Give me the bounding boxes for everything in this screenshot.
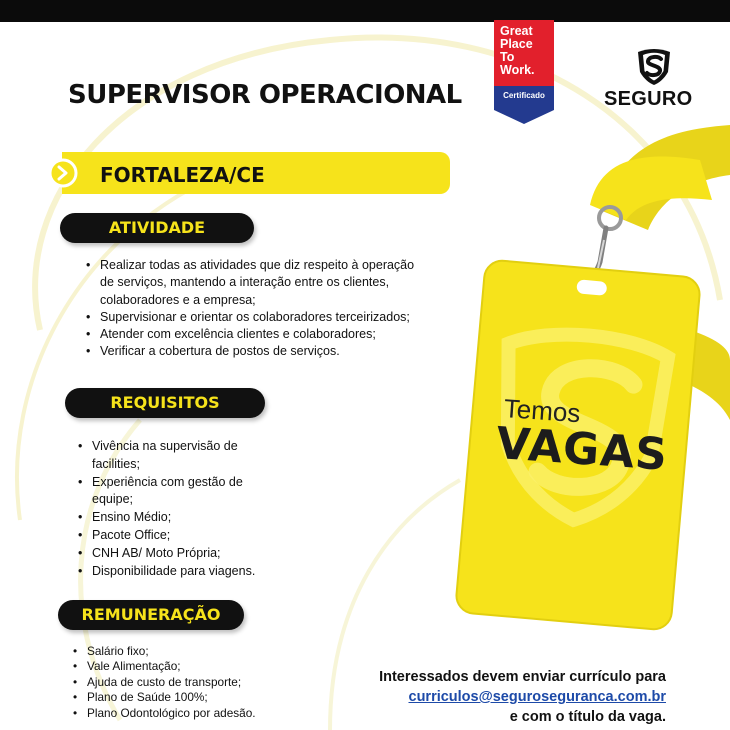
list-item: • Salário fixo; <box>73 644 313 659</box>
list-item: • Disponibilidade para viagens. <box>78 563 278 581</box>
section-heading-label: REQUISITOS <box>110 393 220 412</box>
contact-line: e com o título da vaga. <box>509 709 666 725</box>
list-item: • Plano de Saúde 100%; <box>73 690 313 705</box>
list-item: • Vale Alimentação; <box>73 659 313 674</box>
list-item: • Vivência na supervisão de facilities; <box>78 438 278 474</box>
section-heading-label: ATIVIDADE <box>108 218 206 237</box>
email-link[interactable]: curriculos@seguroseguranca.com.br <box>408 689 666 705</box>
list-item: • Experiência com gestão de equipe; <box>78 474 278 510</box>
gptw-line: Place <box>500 37 533 51</box>
job-title: SUPERVISOR OPERACIONAL <box>68 80 462 110</box>
contact-line: Interessados devem enviar currículo para <box>379 669 666 685</box>
list-item: • Plano Odontológico por adesão. <box>73 706 313 721</box>
list-item: • Ensino Médio; <box>78 509 278 527</box>
list-item: • Realizar todas as atividades que diz respeito à operação de serviços, mantendo a interação entre os clientes, colaboradores e a empresa; <box>86 257 416 309</box>
contact-info <box>340 667 666 727</box>
list-item: • Supervisionar e orientar os colaboradores terceirizados; <box>86 309 416 326</box>
list-item: • Verificar a cobertura de postos de serviços. <box>86 343 416 360</box>
list-item: • Ajuda de custo de transporte; <box>73 675 313 690</box>
gptw-line: To <box>500 50 515 64</box>
list-item: • Pacote Office; <box>78 527 278 545</box>
badge-big-text: VAGAS <box>494 418 670 481</box>
gptw-certified-label: Certificado <box>503 91 545 100</box>
gptw-line: Work. <box>500 63 535 77</box>
gptw-line: Great <box>500 24 533 38</box>
list-item: • Atender com excelência clientes e colaboradores; <box>86 326 416 343</box>
list-item: • CNH AB/ Moto Própria; <box>78 545 278 563</box>
logo-wordmark: SEGURO <box>604 88 693 110</box>
badge-small-text: Temos <box>502 393 582 429</box>
section-heading-label: REMUNERAÇÃO <box>81 605 221 624</box>
location-text: FORTALEZA/CE <box>100 163 265 187</box>
